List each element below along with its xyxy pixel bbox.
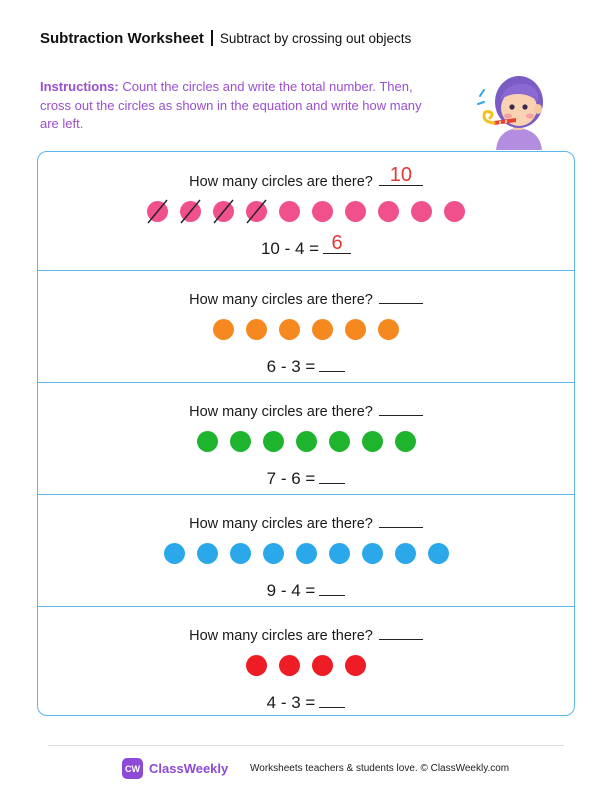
- total-answer-value: 10: [389, 164, 412, 186]
- question-text: How many circles are there?: [189, 628, 373, 644]
- crossed-circle[interactable]: [147, 201, 168, 222]
- circle[interactable]: [395, 543, 416, 564]
- footer-divider: [48, 745, 564, 746]
- circle[interactable]: [395, 431, 416, 452]
- child-blowing-party-horn-icon: [470, 72, 560, 150]
- left-answer-blank[interactable]: [323, 232, 351, 254]
- crossed-circle[interactable]: [213, 201, 234, 222]
- equation: [38, 690, 574, 713]
- circle[interactable]: [246, 655, 267, 676]
- count-question: [38, 510, 574, 532]
- crossed-circle[interactable]: [246, 201, 267, 222]
- equation-text: 6 - 3 =: [266, 357, 316, 376]
- worksheet-subtitle: Subtract by crossing out objects: [219, 30, 412, 46]
- left-answer-blank[interactable]: [319, 466, 345, 484]
- circle[interactable]: [362, 431, 383, 452]
- count-question: [38, 622, 574, 644]
- question-text: How many circles are there?: [189, 174, 373, 190]
- circle[interactable]: [279, 319, 300, 340]
- circle[interactable]: [345, 655, 366, 676]
- worksheet-header: [40, 28, 411, 48]
- equation: [38, 466, 574, 489]
- circle[interactable]: [312, 201, 333, 222]
- circle[interactable]: [230, 431, 251, 452]
- circle[interactable]: [362, 543, 383, 564]
- circle[interactable]: [246, 319, 267, 340]
- problem-2: [38, 270, 574, 382]
- equation: [38, 354, 574, 377]
- circle[interactable]: [213, 319, 234, 340]
- left-answer-value: 6: [331, 232, 343, 254]
- footer: [0, 758, 612, 780]
- circle[interactable]: [164, 543, 185, 564]
- left-answer-blank[interactable]: [319, 354, 345, 372]
- circle[interactable]: [197, 543, 218, 564]
- circle[interactable]: [329, 431, 350, 452]
- circle[interactable]: [312, 319, 333, 340]
- problem-5: [38, 606, 574, 718]
- circle[interactable]: [345, 319, 366, 340]
- total-answer-blank[interactable]: [379, 286, 423, 304]
- circle[interactable]: [329, 543, 350, 564]
- equation-text: 10 - 4 =: [260, 239, 320, 258]
- equation: [38, 578, 574, 601]
- instructions-label: Instructions:: [40, 79, 119, 94]
- total-answer-blank[interactable]: [379, 510, 423, 528]
- crossed-circle[interactable]: [180, 201, 201, 222]
- circle[interactable]: [263, 543, 284, 564]
- problem-4: [38, 494, 574, 606]
- worksheet-title: Subtraction Worksheet: [40, 29, 204, 47]
- worksheet-card: [37, 151, 575, 716]
- question-text: How many circles are there?: [189, 404, 373, 420]
- title-separator: [211, 30, 213, 46]
- equation-text: 4 - 3 =: [266, 693, 316, 712]
- question-text: How many circles are there?: [189, 292, 373, 308]
- circle[interactable]: [197, 431, 218, 452]
- circle[interactable]: [230, 543, 251, 564]
- circle[interactable]: [263, 431, 284, 452]
- circle-row: [38, 201, 574, 222]
- circle[interactable]: [411, 201, 432, 222]
- total-answer-blank[interactable]: [379, 164, 423, 186]
- problem-1: [38, 152, 574, 264]
- circle[interactable]: [279, 655, 300, 676]
- equation-text: 9 - 4 =: [266, 581, 316, 600]
- question-text: How many circles are there?: [189, 516, 373, 532]
- total-answer-blank[interactable]: [379, 398, 423, 416]
- classweekly-logo-icon: CW: [122, 758, 143, 779]
- circle[interactable]: [378, 319, 399, 340]
- circle[interactable]: [444, 201, 465, 222]
- equation-text: 7 - 6 =: [266, 469, 316, 488]
- circle[interactable]: [296, 543, 317, 564]
- circle-row: [38, 319, 574, 340]
- circle[interactable]: [378, 201, 399, 222]
- circle-row: [38, 543, 574, 564]
- footer-tagline: Worksheets teachers & students love. © ClassWeekly.com: [250, 763, 510, 774]
- problem-3: [38, 382, 574, 494]
- cross-out-mark: [243, 198, 270, 225]
- count-question: [38, 164, 574, 190]
- circle[interactable]: [296, 431, 317, 452]
- cross-out-mark: [210, 198, 237, 225]
- count-question: [38, 398, 574, 420]
- count-question: [38, 286, 574, 308]
- instructions: [40, 78, 440, 134]
- equation: [38, 232, 574, 259]
- circle[interactable]: [279, 201, 300, 222]
- circle[interactable]: [345, 201, 366, 222]
- total-answer-blank[interactable]: [379, 622, 423, 640]
- left-answer-blank[interactable]: [319, 578, 345, 596]
- circle[interactable]: [428, 543, 449, 564]
- cross-out-mark: [144, 198, 171, 225]
- cross-out-mark: [177, 198, 204, 225]
- circle-row: [38, 655, 574, 676]
- circle-row: [38, 431, 574, 452]
- left-answer-blank[interactable]: [319, 690, 345, 708]
- brand-name: ClassWeekly: [149, 761, 229, 776]
- instructions-text: Count the circles and write the total number. Then, cross out the circles as shown in the equation and write how many are left.: [40, 79, 422, 131]
- circle[interactable]: [312, 655, 333, 676]
